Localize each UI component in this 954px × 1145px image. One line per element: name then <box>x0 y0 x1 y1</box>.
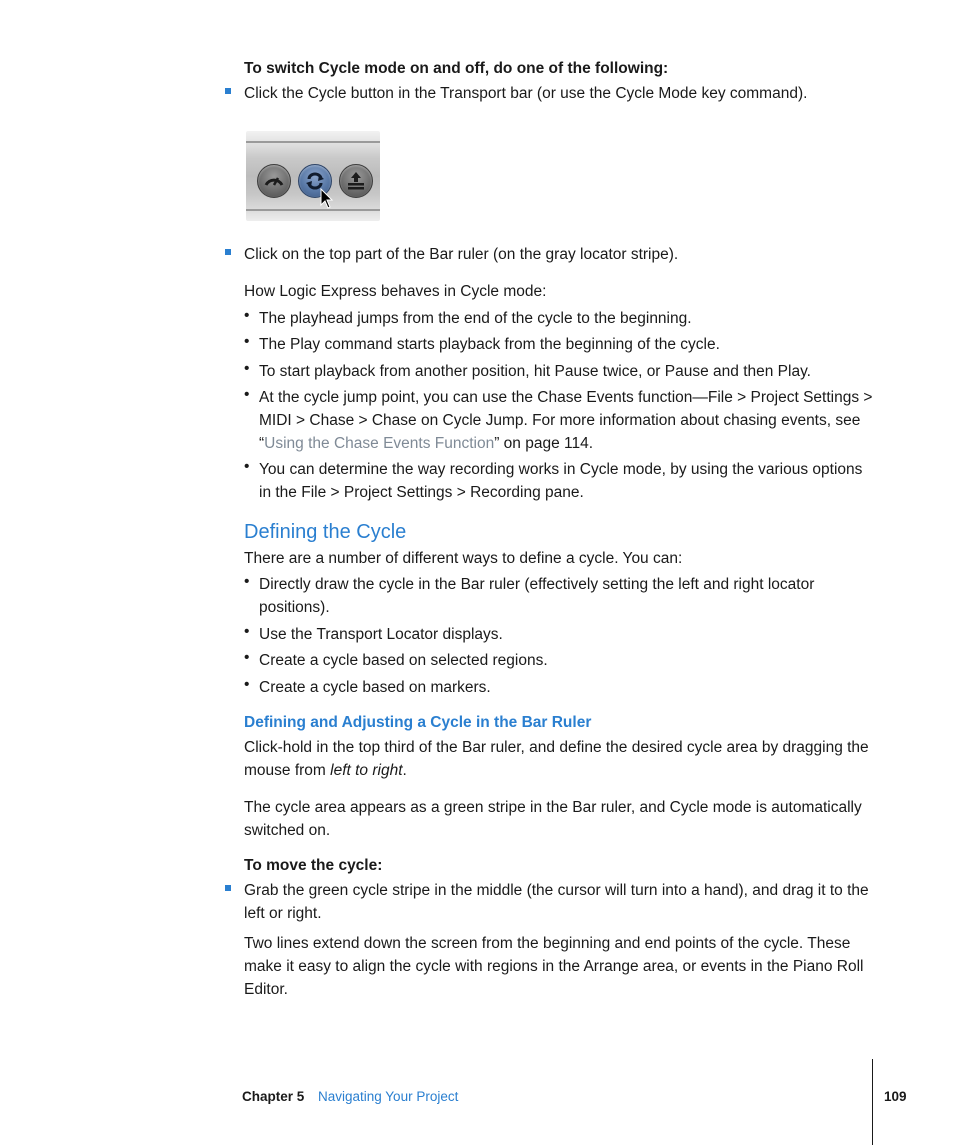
list-item: To start playback from another position, hit Pause twice, or Pause and then Play. <box>259 363 811 380</box>
footer-divider <box>872 1059 873 1145</box>
step-bullet-icon <box>225 249 231 255</box>
bullet: • <box>244 623 250 640</box>
instruction-heading: To switch Cycle mode on and off, do one of the following: <box>244 60 669 77</box>
paragraph-text: Click-hold in the top third of the Bar ruler, and define the desired cycle area by dragging the mouse from <box>244 739 869 779</box>
page-number: 109 <box>884 1089 907 1104</box>
mouse-pointer-icon <box>320 188 334 210</box>
bullet: • <box>244 676 250 693</box>
list-item <box>259 386 874 455</box>
footer-chapter: Chapter 5 <box>242 1089 305 1104</box>
paragraph: Two lines extend down the screen from the beginning and end points of the cycle. These make it easy to align the cycle with regions in the Arrange area, or events in the Piano Roll Editor. <box>244 935 864 998</box>
list-item: Use the Transport Locator displays. <box>259 626 503 643</box>
paragraph-text: . <box>402 762 407 779</box>
instruction-heading: To move the cycle: <box>244 857 383 874</box>
step-bullet-icon <box>225 88 231 94</box>
list-item-text: At the cycle jump point, you can use the Chase Events function—File > Project Settings > MIDI > Chase > Chase on Cycle Jump. For more information about chasing events, see “ <box>259 389 873 452</box>
step-text: Grab the green cycle stripe in the middle (the cursor will turn into a hand), and drag it to the left or right. <box>244 882 869 922</box>
list-item: The Play command starts playback from the beginning of the cycle. <box>259 336 720 353</box>
list-item: You can determine the way recording works in Cycle mode, by using the various options in the File > Project Settings > Recording pane. <box>259 461 863 501</box>
paragraph: The cycle area appears as a green stripe in the Bar ruler, and Cycle mode is automatically switched on. <box>244 799 862 839</box>
chase-events-link[interactable]: Using the Chase Events Function <box>264 435 495 452</box>
paragraph: There are a number of different ways to define a cycle. You can: <box>244 550 683 567</box>
list-item: The playhead jumps from the end of the cycle to the beginning. <box>259 310 692 327</box>
list-item: Directly draw the cycle in the Bar ruler (effectively setting the left and right locator positions). <box>259 576 815 616</box>
gauge-icon <box>257 164 291 198</box>
step-text: Click the Cycle button in the Transport bar (or use the Cycle Mode key command). <box>244 85 808 102</box>
paragraph: How Logic Express behaves in Cycle mode: <box>244 283 547 300</box>
step-bullet-icon <box>225 885 231 891</box>
step-text: Click on the top part of the Bar ruler (on the gray locator stripe). <box>244 246 679 263</box>
bullet: • <box>244 573 250 590</box>
bullet: • <box>244 649 250 666</box>
emphasis-text: left to right <box>330 762 403 779</box>
transport-bar-image <box>246 131 380 221</box>
paragraph <box>244 736 874 782</box>
bullet: • <box>244 458 250 475</box>
bullet: • <box>244 307 250 324</box>
bullet: • <box>244 386 250 403</box>
replace-icon <box>339 164 373 198</box>
bullet: • <box>244 360 250 377</box>
footer-chapter-title[interactable]: Navigating Your Project <box>318 1089 459 1104</box>
list-item-text: ” on page 114. <box>494 435 594 452</box>
list-item: Create a cycle based on selected regions. <box>259 652 548 669</box>
section-heading: Defining the Cycle <box>244 521 407 543</box>
list-item: Create a cycle based on markers. <box>259 679 491 696</box>
bullet: • <box>244 333 250 350</box>
subsection-heading: Defining and Adjusting a Cycle in the Bar Ruler <box>244 714 592 731</box>
